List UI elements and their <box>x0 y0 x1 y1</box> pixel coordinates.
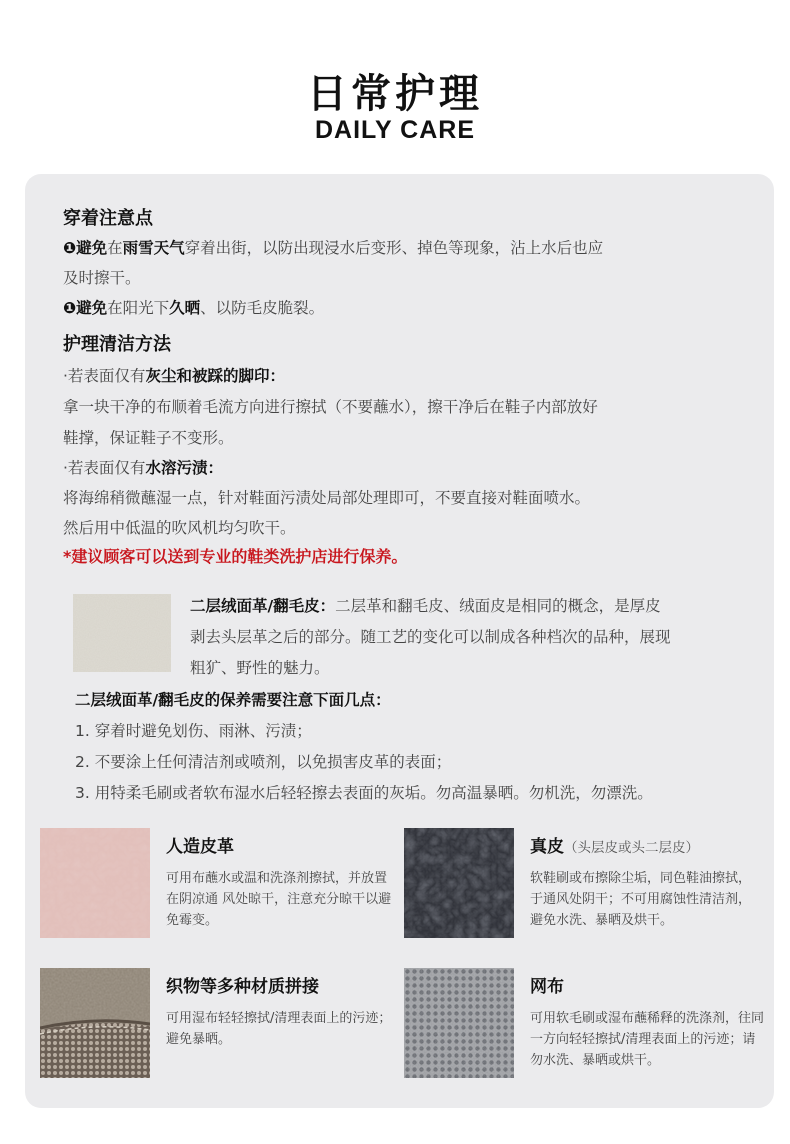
page-title: 日常护理 <box>307 71 483 117</box>
fabric-mix-swatch-image <box>40 968 150 1078</box>
cleaning-heading: 护理清洁方法 <box>63 334 171 355</box>
cleaning-case-2-title: ·若表面仅有水溶污渍： <box>63 459 223 477</box>
cleaning-case-1-line-2: 鞋撑，保证鞋子不变形。 <box>63 429 234 447</box>
suede-desc-line-2: 剥去头层革之后的部分。随工艺的变化可以制成各种档次的品种，展现 <box>190 628 671 646</box>
suede-care-point: 3. 用特柔毛刷或者软布湿水后轻轻擦去表面的灰垢。勿高温暴晒。勿机洗，勿漂洗。 <box>75 784 653 802</box>
material-desc: 可用软毛刷或湿布蘸稀释的洗涤剂，往同一方向轻轻擦拭/清理表面上的污迹；请勿水洗、暴晒或烘干。 <box>530 1011 765 1068</box>
material-desc: 软鞋刷或布擦除尘垢，同色鞋油擦拭，于通风处阴干；不可用腐蚀性清洁剂，避免水洗、暴晒及烘干。 <box>530 871 752 928</box>
cleaning-case-1-line-1: 拿一块干净的布顺着毛流方向进行擦拭（不要蘸水），擦干净后在鞋子内部放好 <box>63 398 598 416</box>
wear-note-1-cont: 及时擦干。 <box>63 269 141 287</box>
suede-swatch-image <box>73 594 171 672</box>
bullet-icon: ❶ <box>63 299 77 317</box>
wear-note-2: ❶避免在阳光下久晒、以防毛皮脆裂。 <box>63 299 325 317</box>
material-desc: 可用湿布轻轻擦拭/清理表面上的污迹；避免暴晒。 <box>166 1011 392 1047</box>
mesh-fabric-swatch-image <box>404 968 514 1078</box>
professional-care-advice: *建议顾客可以送到专业的鞋类洗护店进行保养。 <box>63 547 408 566</box>
material-title: 真皮（头层皮或头二层皮） <box>530 837 699 857</box>
suede-care-heading: 二层绒面革/翻毛皮的保养需要注意下面几点： <box>75 691 391 709</box>
material-title: 人造皮革 <box>166 837 234 857</box>
cleaning-case-1-title: ·若表面仅有灰尘和被踩的脚印： <box>63 367 285 385</box>
wear-note-1: ❶避免在雨雪天气穿着出街，以防出现浸水后变形、掉色等现象，沾上水后也应 <box>63 239 604 257</box>
page-subtitle: DAILY CARE <box>314 116 476 144</box>
artificial-leather-swatch-image <box>40 828 150 938</box>
wear-notes-heading: 穿着注意点 <box>63 208 153 229</box>
care-card <box>25 174 774 1108</box>
bullet-icon: ❶ <box>63 239 77 257</box>
suede-care-point: 1. 穿着时避免划伤、雨淋、污渍； <box>75 722 312 740</box>
genuine-leather-swatch-image <box>404 828 514 938</box>
material-title: 织物等多种材质拼接 <box>166 977 319 997</box>
material-title: 网布 <box>530 977 564 997</box>
suede-desc-line-1: 二层绒面革/翻毛皮：二层革和翻毛皮、绒面皮是相同的概念，是厚皮 <box>190 597 661 615</box>
cleaning-case-2-line-1: 将海绵稍微蘸湿一点，针对鞋面污渍处局部处理即可，不要直接对鞋面喷水。 <box>63 489 591 507</box>
suede-desc-line-3: 粗犷、野性的魅力。 <box>190 659 330 677</box>
material-desc: 可用布蘸水或温和洗涤剂擦拭，并放置在阴凉通 风处晾干，注意充分晾干以避免霉变。 <box>166 871 392 928</box>
suede-care-point: 2. 不要涂上任何清洁剂或喷剂，以免损害皮革的表面； <box>75 753 452 771</box>
cleaning-case-2-line-2: 然后用中低温的吹风机均匀吹干。 <box>63 519 296 537</box>
